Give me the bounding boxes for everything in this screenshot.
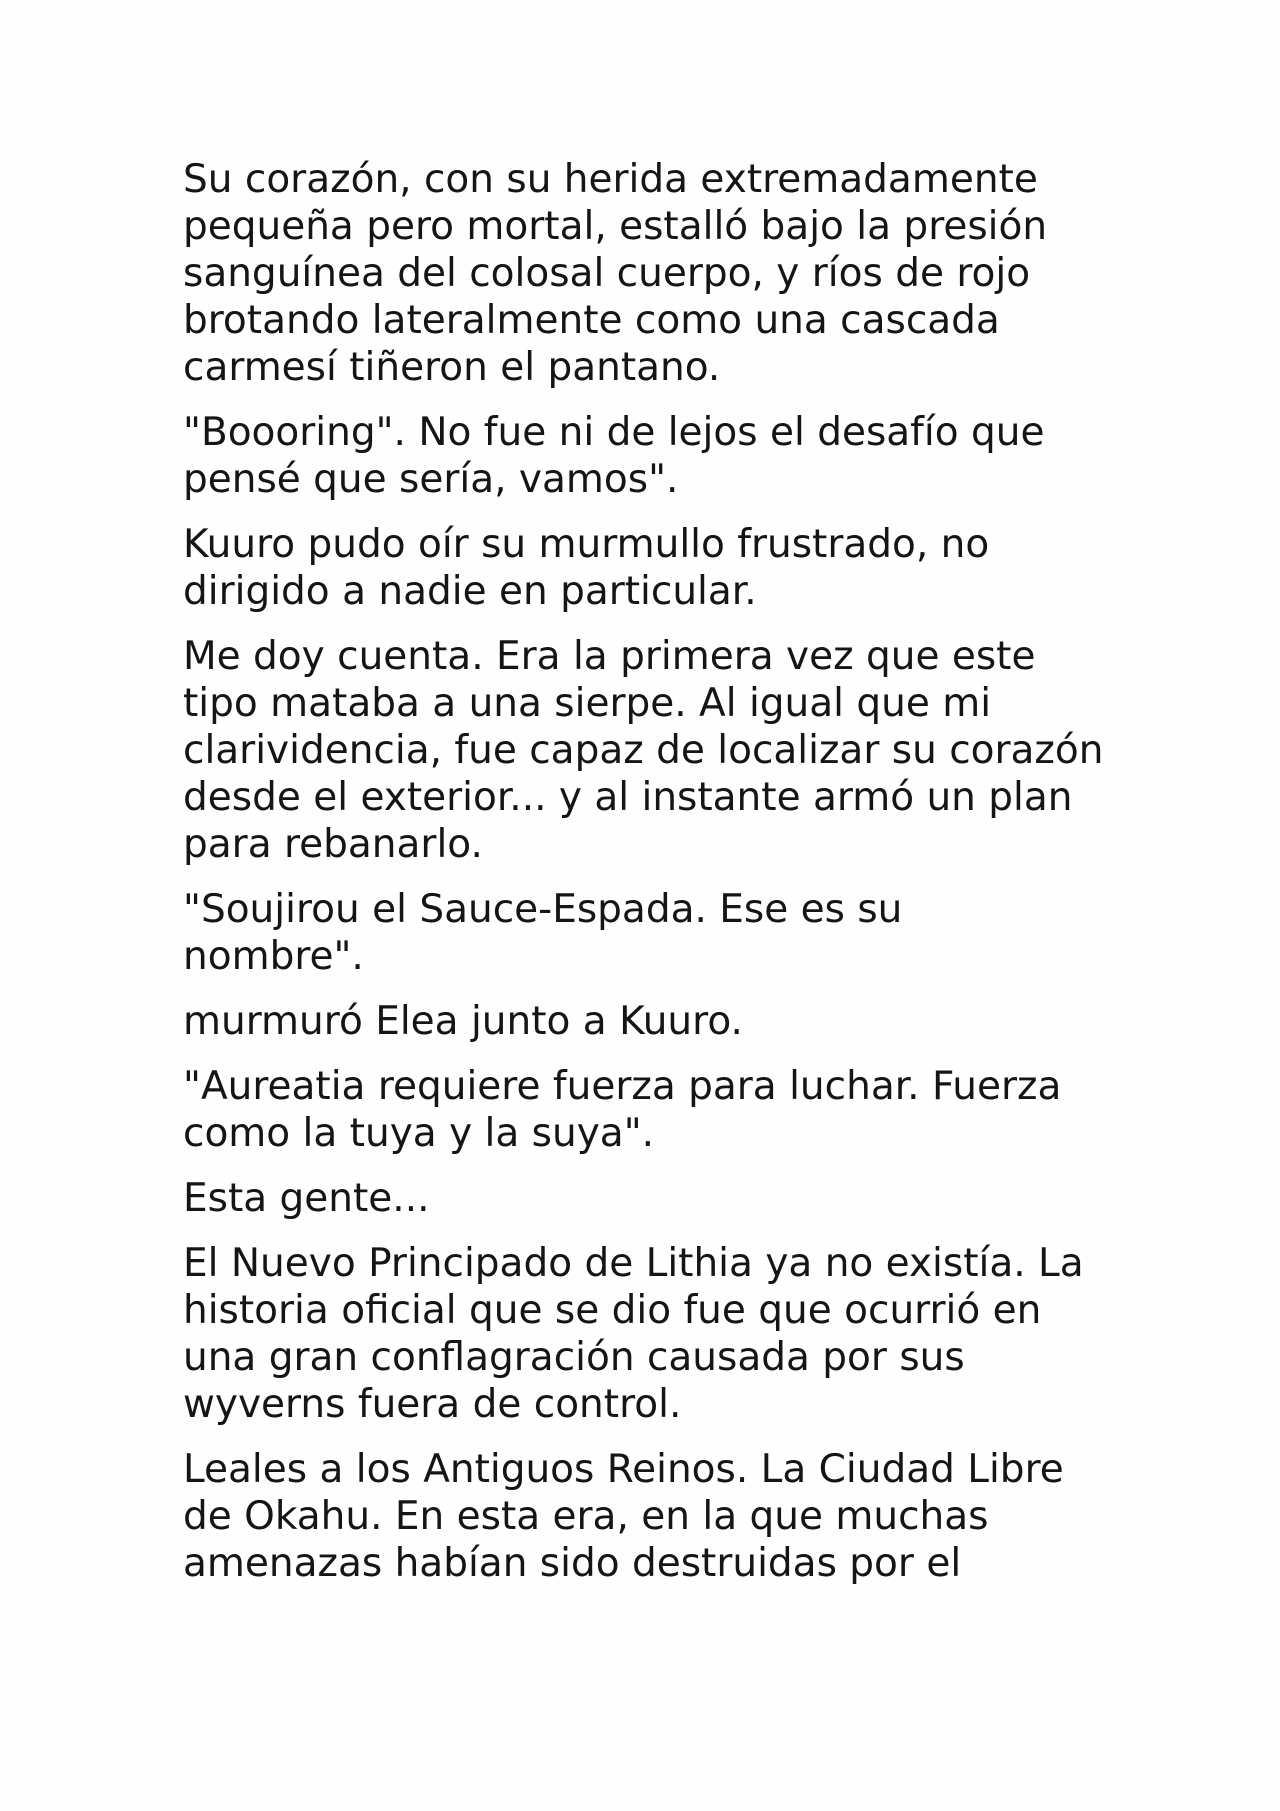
paragraph (183, 521, 1223, 615)
body-text (183, 156, 1223, 1587)
text-line: Esta gente... (183, 1176, 430, 1221)
text-line: para rebanarlo. (183, 822, 483, 867)
text-line: Kuuro pudo oír su murmullo frustrado, no (183, 522, 990, 567)
text-line: dirigido a nadie en particular. (183, 569, 757, 614)
text-line: brotando lateralmente como una cascada (183, 298, 1000, 343)
text-line: nombre". (183, 934, 364, 979)
paragraph (183, 1240, 1223, 1428)
text-line: amenazas habían sido destruidas por el (183, 1541, 962, 1586)
text-line: Leales a los Antiguos Reinos. La Ciudad Libre (183, 1447, 1064, 1492)
text-line: Me doy cuenta. Era la primera vez que este (183, 634, 1036, 679)
text-line: El Nuevo Principado de Lithia ya no existía. La (183, 1241, 1084, 1286)
text-line: como la tuya y la suya". (183, 1111, 655, 1156)
paragraph (183, 1446, 1223, 1587)
text-line: wyverns fuera de control. (183, 1382, 682, 1427)
text-line: "Boooring". No fue ni de lejos el desafío que (183, 410, 1045, 455)
paragraph (183, 633, 1223, 868)
text-line: una gran conflagración causada por sus (183, 1335, 965, 1380)
paragraph (183, 998, 1223, 1045)
text-line: historia oficial que se dio fue que ocurrió en (183, 1288, 1042, 1333)
paragraph (183, 409, 1223, 503)
text-line: pequeña pero mortal, estalló bajo la presión (183, 204, 1048, 249)
text-line: de Okahu. En esta era, en la que muchas (183, 1494, 989, 1539)
text-line: "Aureatia requiere fuerza para luchar. Fuerza (183, 1064, 1062, 1109)
text-line: clarividencia, fue capaz de localizar su corazón (183, 728, 1104, 773)
paragraph (183, 1063, 1223, 1157)
paragraph (183, 886, 1223, 980)
text-line: "Soujirou el Sauce-Espada. Ese es su (183, 887, 903, 932)
paragraph (183, 156, 1223, 391)
text-line: desde el exterior... y al instante armó un plan (183, 775, 1073, 820)
text-line: tipo mataba a una sierpe. Al igual que mi (183, 681, 992, 726)
text-line: murmuró Elea junto a Kuuro. (183, 999, 743, 1044)
text-line: pensé que sería, vamos". (183, 457, 679, 502)
text-line: Su corazón, con su herida extremadamente (183, 157, 1038, 202)
text-line: sanguínea del colosal cuerpo, y ríos de rojo (183, 251, 1031, 296)
text-line: carmesí tiñeron el pantano. (183, 345, 721, 390)
paragraph (183, 1175, 1223, 1222)
